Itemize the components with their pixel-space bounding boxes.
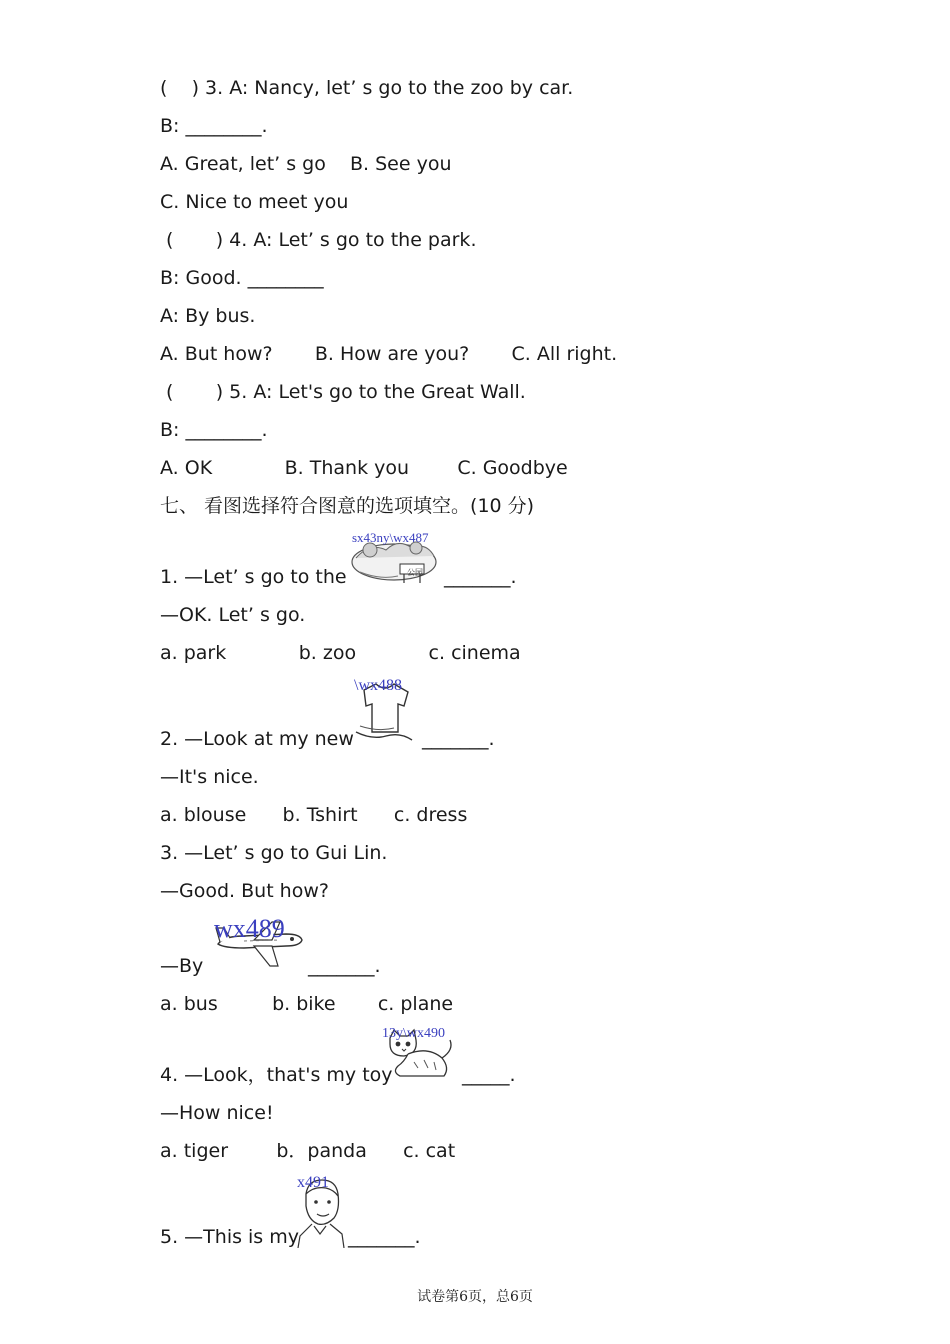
item-4-blank: _____. <box>462 1064 516 1086</box>
item-1-options: a. park b. zoo c. cinema <box>160 642 521 664</box>
item-2-prompt: 2. —Look at my new <box>160 728 354 750</box>
item-1-blank: _______. <box>444 566 517 588</box>
question-5-options: A. OK B. Thank you C. Goodbye <box>160 457 568 479</box>
watermark-489: wx489 <box>214 914 285 943</box>
item-3-by: —By <box>160 955 204 977</box>
section-7-heading: 七、 看图选择符合图意的选项填空。(10 分) <box>160 495 535 517</box>
question-3-options-a-b: A. Great, let’ s go B. See you <box>160 153 452 175</box>
item-5-prompt: 5. —This is my <box>160 1226 300 1248</box>
item-4-prompt: 4. —Look，that's my toy <box>160 1064 393 1086</box>
question-5-prompt: ( ) 5. A: Let's go to the Great Wall. <box>160 381 526 403</box>
watermark-491: x491 <box>297 1174 329 1191</box>
watermark-490: 13y\wx490 <box>382 1026 445 1041</box>
watermark-487: sx43ny\wx487 <box>352 530 429 545</box>
item-2-reply: —It's nice. <box>160 766 259 788</box>
item-3-blank: _______. <box>308 955 381 977</box>
item-3-reply: —Good. But how? <box>160 880 329 902</box>
question-3-prompt: ( ) 3. A: Nancy, let’ s go to the zoo by car. <box>160 77 574 99</box>
item-4-reply: —How nice! <box>160 1102 274 1124</box>
question-4-reply: A: By bus. <box>160 305 256 327</box>
question-4-answer: B: Good. ________ <box>160 267 324 289</box>
watermark-488: \wx488 <box>354 677 402 694</box>
item-2-blank: _______. <box>422 728 495 750</box>
question-4-options: A. But how? B. How are you? C. All right. <box>160 343 618 365</box>
item-4-options: a. tiger b．panda c. cat <box>160 1140 456 1162</box>
item-3-prompt: 3. —Let’ s go to Gui Lin. <box>160 842 388 864</box>
page-footer: 试卷第6页，总6页 <box>417 1289 533 1305</box>
item-5-blank: _______. <box>348 1226 421 1248</box>
park-sign-text: 公园 <box>407 568 423 577</box>
question-3-answer: B: ________. <box>160 115 268 137</box>
question-5-answer: B: ________. <box>160 419 268 441</box>
item-1-reply: —OK. Let’ s go. <box>160 604 306 626</box>
item-3-options: a. bus b. bike c. plane <box>160 993 454 1015</box>
question-3-option-c: C. Nice to meet you <box>160 191 349 213</box>
question-4-prompt: ( ) 4. A: Let’ s go to the park. <box>160 229 477 251</box>
item-2-options: a. blouse b. Tshirt c. dress <box>160 804 468 826</box>
item-1-prompt: 1. —Let’ s go to the <box>160 566 347 588</box>
